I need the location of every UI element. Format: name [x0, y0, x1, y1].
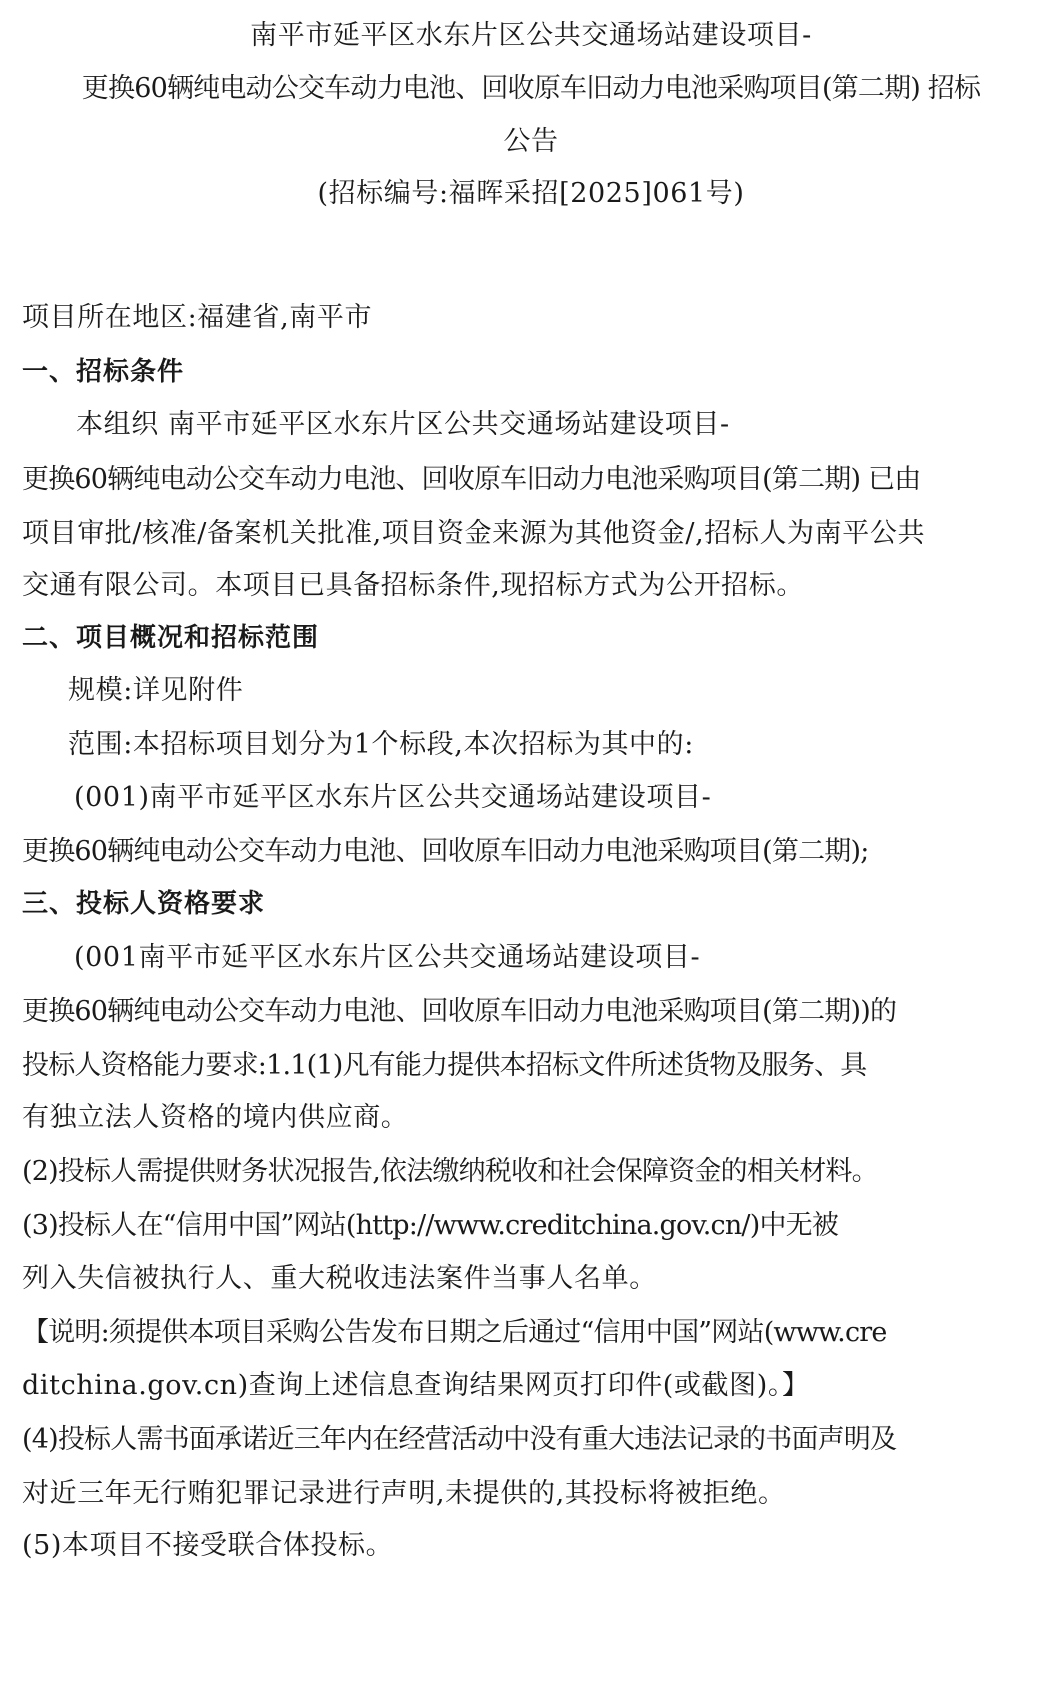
qualification-line-8: (4)投标人需书面承诺近三年内在经营活动中没有重大违法记录的书面声明及 [22, 1424, 897, 1455]
qualification-line-3: 投标人资格能力要求:1.1(1)凡有能力提供本招标文件所述货物及服务、具 [22, 1050, 867, 1081]
qualification-line-1: (001南平市延平区水东片区公共交通场站建设项目- [74, 942, 701, 973]
title-line-3: 公告 [503, 126, 559, 157]
qualification-line-4: 有独立法人资格的境内供应商。 [22, 1102, 409, 1133]
project-scope: 范围:本招标项目划分为1个标段,本次招标为其中的: [68, 729, 694, 760]
section-1-line-3: 项目审批/核准/备案机关批准,项目资金来源为其他资金/,招标人为南平公共 [22, 518, 926, 549]
qualification-line-9: 对近三年无行贿犯罪记录进行声明,未提供的,其投标将被拒绝。 [22, 1478, 786, 1509]
section-1-line-2: 更换60辆纯电动公交车动力电池、回收原车旧动力电池采购项目(第二期) 已由 [22, 464, 921, 495]
qualification-note-line-1: 【说明:须提供本项目采购公告发布日期之后通过“信用中国”网站(www.cre [22, 1317, 887, 1348]
tender-number: (招标编号:福晖采招[2025]061号) [317, 178, 745, 209]
qualification-line-10: (5)本项目不接受联合体投标。 [22, 1530, 394, 1561]
title-line-2: 更换60辆纯电动公交车动力电池、回收原车旧动力电池采购项目(第二期) 招标 [81, 73, 981, 104]
qualification-line-5: (2)投标人需提供财务状况报告,依法缴纳税收和社会保障资金的相关材料。 [22, 1156, 878, 1187]
project-scale: 规模:详见附件 [68, 675, 244, 706]
section-3-heading: 三、投标人资格要求 [22, 889, 266, 919]
section-1-line-1: 本组织 南平市延平区水东片区公共交通场站建设项目- [76, 409, 730, 440]
qualification-line-2: 更换60辆纯电动公交车动力电池、回收原车旧动力电池采购项目(第二期))的 [22, 996, 897, 1027]
lot-item-line-1: (001)南平市延平区水东片区公共交通场站建设项目- [74, 782, 712, 813]
qualification-line-7: 列入失信被执行人、重大税收违法案件当事人名单。 [22, 1263, 657, 1294]
qualification-note-line-2: ditchina.gov.cn)查询上述信息查询结果网页打印件(或截图)。】 [22, 1370, 810, 1401]
section-1-heading: 一、招标条件 [22, 357, 185, 387]
section-1-line-4: 交通有限公司。本项目已具备招标条件,现招标方式为公开招标。 [22, 570, 804, 601]
qualification-line-6: (3)投标人在“信用中国”网站(http://www.creditchina.gov.cn/)中无被 [22, 1210, 839, 1241]
lot-item-line-2: 更换60辆纯电动公交车动力电池、回收原车旧动力电池采购项目(第二期); [22, 836, 869, 867]
section-2-heading: 二、项目概况和招标范围 [22, 623, 320, 653]
project-region: 项目所在地区:福建省,南平市 [22, 302, 373, 333]
title-line-1: 南平市延平区水东片区公共交通场站建设项目- [250, 20, 812, 51]
